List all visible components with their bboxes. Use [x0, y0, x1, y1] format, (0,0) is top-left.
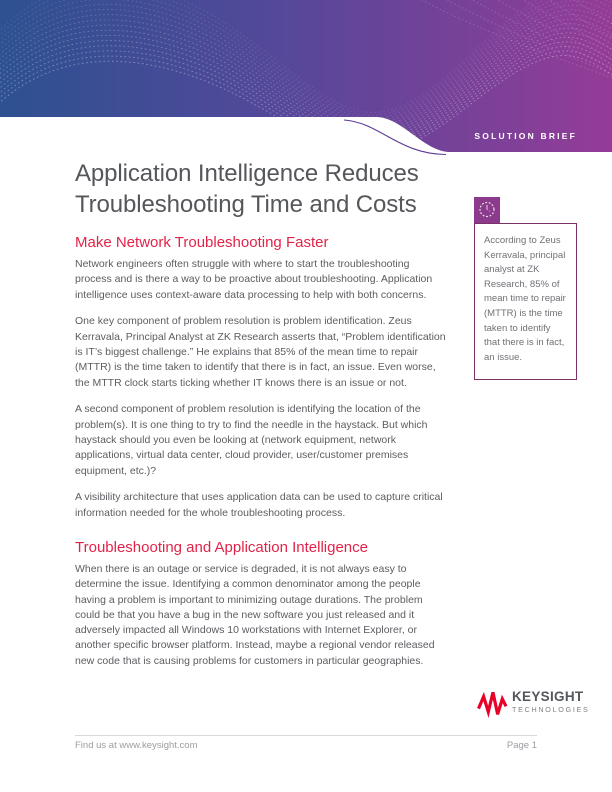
banner-kicker: SOLUTION BRIEF	[474, 131, 577, 141]
footer-find-us-link[interactable]: Find us at www.keysight.com	[75, 740, 198, 751]
paragraph: A visibility architecture that uses application data can be used to capture critical information needed for the whole troubleshooting process.	[75, 491, 443, 519]
section-heading-2: Troubleshooting and Application Intelligence	[75, 538, 368, 556]
paragraph: When there is an outage or service is degraded, it is not always easy to determine the issue. Identifying a common denominator among the people having a problem is important to minimizing outage durations. The problem could be that you have a bug in the new software you just released and it adversely impacted all Windows 10 workstations with Internet Explorer, or another specific browser platform. Instead, maybe a regional vendor released new code that is causing problems for customers in particular geographies.	[75, 562, 435, 667]
footer	[75, 740, 537, 751]
footer-divider	[75, 735, 537, 736]
keysight-logo	[477, 690, 590, 718]
paragraph: One key component of problem resolution is problem identification. Zeus Kerravala, Principal Analyst at ZK Research asserts that, “Problem identification is IT’s biggest challenge.” He explains that 85% of the mean time to repair (MTTR) is the time taken to identify that there is in fact, an issue. Even worse, the MTTR clock starts ticking whether IT knows there is an issue or not.	[75, 315, 446, 389]
logo-text	[512, 690, 590, 714]
logo-subtitle: TECHNOLOGIES	[512, 705, 590, 714]
footer-page-number: Page 1	[506, 740, 537, 751]
section-heading-1: Make Network Troubleshooting Faster	[75, 234, 329, 251]
page-title-line-2: Troubleshooting Time and Costs	[75, 190, 417, 218]
logo-brand-name: KEYSIGHT	[512, 689, 584, 704]
paragraph: A second component of problem resolution is identifying the location of the problem(s). It is one thing to try to find the needle in the haystack. But which haystack should you even be looking at (network equipment, network applications, virtual data center, cloud provider, user/customer premises equipment, etc.)?	[75, 403, 428, 477]
sidebar-pull-quote	[474, 197, 577, 380]
dotted-clock-icon	[474, 197, 500, 223]
main-column	[75, 159, 446, 681]
paragraph: Network engineers often struggle with where to start the troubleshooting process and is there a way to be proactive about troubleshooting. Application intelligence uses context-aware data processing to help with both concerns.	[75, 258, 433, 301]
keysight-spark-icon	[477, 690, 508, 718]
page-title-line-1: Application Intelligence Reduces	[75, 160, 419, 187]
quote-text: According to Zeus Kerravala, principal analyst at ZK Research, 85% of mean time to repair (MTTR) is the time taken to identify that there is in fact, an issue.	[484, 235, 566, 363]
quote-box	[474, 223, 577, 380]
page-title	[75, 159, 446, 220]
